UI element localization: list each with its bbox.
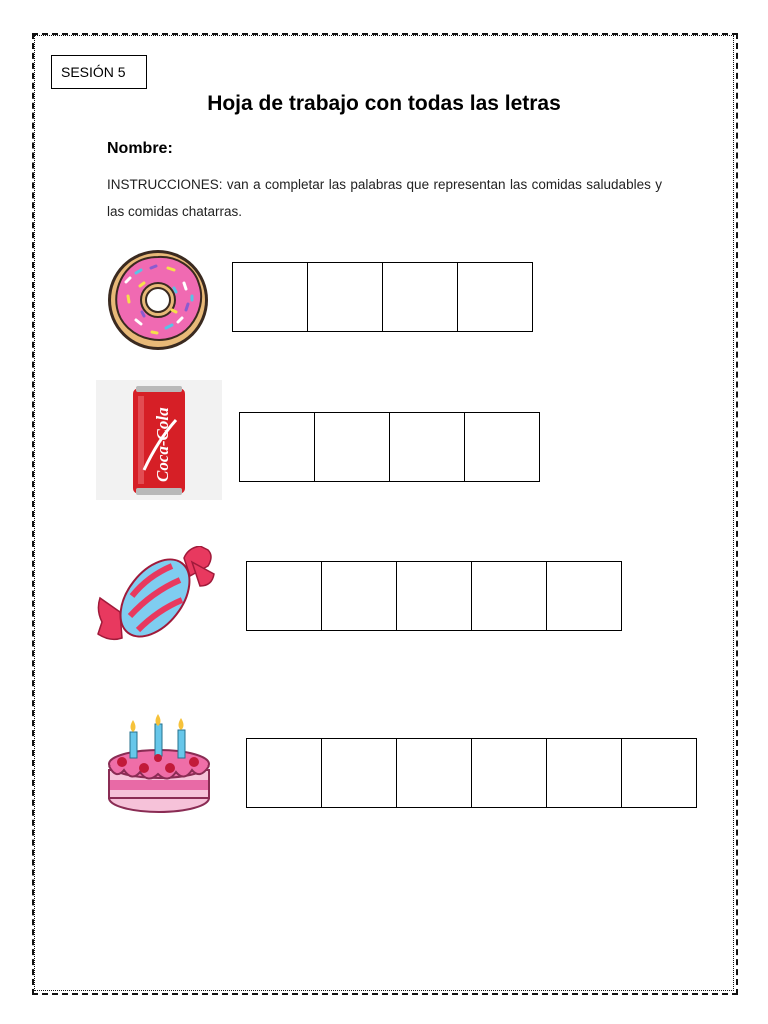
candy-icon xyxy=(96,546,216,646)
letter-box[interactable] xyxy=(389,412,465,482)
donut-icon xyxy=(106,248,210,352)
letter-box[interactable] xyxy=(239,412,315,482)
letter-row-4[interactable] xyxy=(246,738,697,808)
letter-box[interactable] xyxy=(382,262,458,332)
letter-box[interactable] xyxy=(471,738,547,808)
letter-box[interactable] xyxy=(321,561,397,631)
letter-box[interactable] xyxy=(546,561,622,631)
letter-box[interactable] xyxy=(457,262,533,332)
letter-box[interactable] xyxy=(307,262,383,332)
letter-box[interactable] xyxy=(396,561,472,631)
letter-box[interactable] xyxy=(246,561,322,631)
soda-can-icon xyxy=(96,380,222,500)
instructions-text: INSTRUCCIONES: van a completar las palabras que representan las comidas saludables y las comidas chatarras. xyxy=(107,177,662,219)
letter-box[interactable] xyxy=(232,262,308,332)
letter-box[interactable] xyxy=(471,561,547,631)
page-title: Hoja de trabajo con todas las letras xyxy=(207,92,561,115)
letter-box[interactable] xyxy=(246,738,322,808)
svg-text:Coca-Cola: Coca-Cola xyxy=(153,407,172,482)
name-label: Nombre: xyxy=(107,140,173,157)
letter-box[interactable] xyxy=(546,738,622,808)
letter-row-1[interactable] xyxy=(232,262,533,332)
letter-box[interactable] xyxy=(621,738,697,808)
letter-box[interactable] xyxy=(314,412,390,482)
letter-row-2[interactable] xyxy=(239,412,540,482)
session-label: SESIÓN 5 xyxy=(51,55,147,89)
letter-row-3[interactable] xyxy=(246,561,622,631)
letter-box[interactable] xyxy=(321,738,397,808)
cake-icon xyxy=(104,714,214,818)
letter-box[interactable] xyxy=(396,738,472,808)
letter-box[interactable] xyxy=(464,412,540,482)
